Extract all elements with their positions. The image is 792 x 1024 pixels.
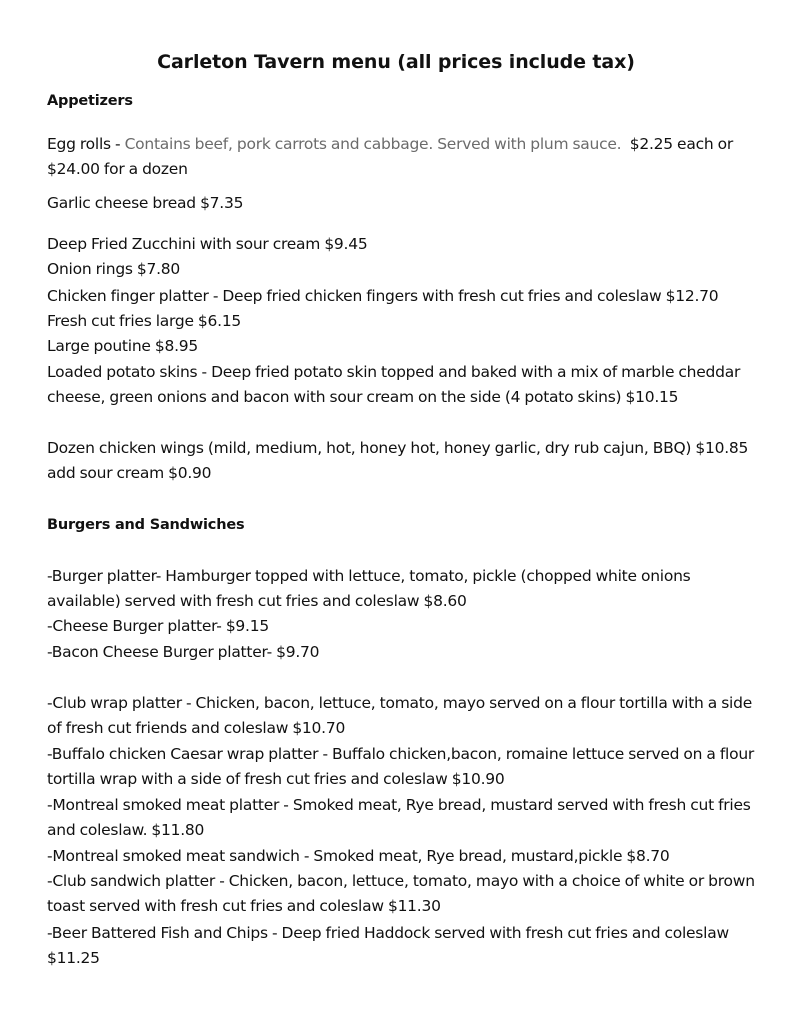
menu-item-bacon-cheese-burger: -Bacon Cheese Burger platter- $9.70 bbox=[47, 643, 320, 661]
menu-item-wings: Dozen chicken wings (mild, medium, hot, honey hot, honey garlic, dry rub cajun, BBQ) $10.85 add sour cream $0.90 bbox=[47, 439, 749, 483]
menu-item-egg-rolls bbox=[47, 132, 757, 183]
menu-item-cheese-burger: -Cheese Burger platter- $9.15 bbox=[47, 617, 269, 635]
menu-item-chicken-fingers: Chicken finger platter - Deep fried chicken fingers with fresh cut fries and coleslaw $12.70 bbox=[47, 287, 719, 305]
menu-item-buffalo-wrap: -Buffalo chicken Caesar wrap platter - Buffalo chicken,bacon, romaine lettuce served on a flour tortilla wrap with a side of fresh cut fries and coleslaw $10.90 bbox=[47, 745, 755, 789]
menu-item-garlic-bread: Garlic cheese bread $7.35 bbox=[47, 194, 244, 212]
menu-item-burger-platter: -Burger platter- Hamburger topped with lettuce, tomato, pickle (chopped white onions available) served with fresh cut fries and coleslaw $8.60 bbox=[47, 567, 691, 611]
menu-item-potato-skins: Loaded potato skins - Deep fried potato skin topped and baked with a mix of marble cheddar cheese, green onions and bacon with sour cream on the side (4 potato skins) $10.15 bbox=[47, 363, 741, 407]
item-price: $2.25 each or $24.00 for a dozen bbox=[47, 135, 738, 179]
menu-item-smoked-meat-platter: -Montreal smoked meat platter - Smoked meat, Rye bread, mustard served with fresh cut fries and coleslaw. $11.80 bbox=[47, 796, 751, 840]
menu-item-smoked-meat-sandwich: -Montreal smoked meat sandwich - Smoked meat, Rye bread, mustard,pickle $8.70 bbox=[47, 847, 670, 865]
section-heading-burgers: Burgers and Sandwiches bbox=[47, 517, 245, 533]
menu-item-club-sandwich: -Club sandwich platter - Chicken, bacon, lettuce, tomato, mayo with a choice of white or brown toast served with fresh cut fries and coleslaw $11.30 bbox=[47, 872, 755, 916]
menu-item-club-wrap: -Club wrap platter - Chicken, bacon, lettuce, tomato, mayo served on a flour tortilla with a side of fresh cut friends and coleslaw $10.70 bbox=[47, 694, 752, 738]
menu-item-poutine: Large poutine $8.95 bbox=[47, 337, 198, 355]
menu-item-zucchini: Deep Fried Zucchini with sour cream $9.45 bbox=[47, 235, 368, 253]
menu-item-fish-chips: -Beer Battered Fish and Chips - Deep fried Haddock served with fresh cut fries and coleslaw $11.25 bbox=[47, 924, 729, 968]
section-heading-appetizers: Appetizers bbox=[47, 93, 133, 109]
page-title: Carleton Tavern menu (all prices include tax) bbox=[157, 51, 635, 73]
menu-item-fries-large: Fresh cut fries large $6.15 bbox=[47, 312, 242, 330]
menu-item-onion-rings: Onion rings $7.80 bbox=[47, 260, 181, 278]
item-name: Egg rolls - bbox=[47, 135, 125, 153]
item-description: Contains beef, pork carrots and cabbage. Served with plum sauce. bbox=[124, 135, 622, 153]
